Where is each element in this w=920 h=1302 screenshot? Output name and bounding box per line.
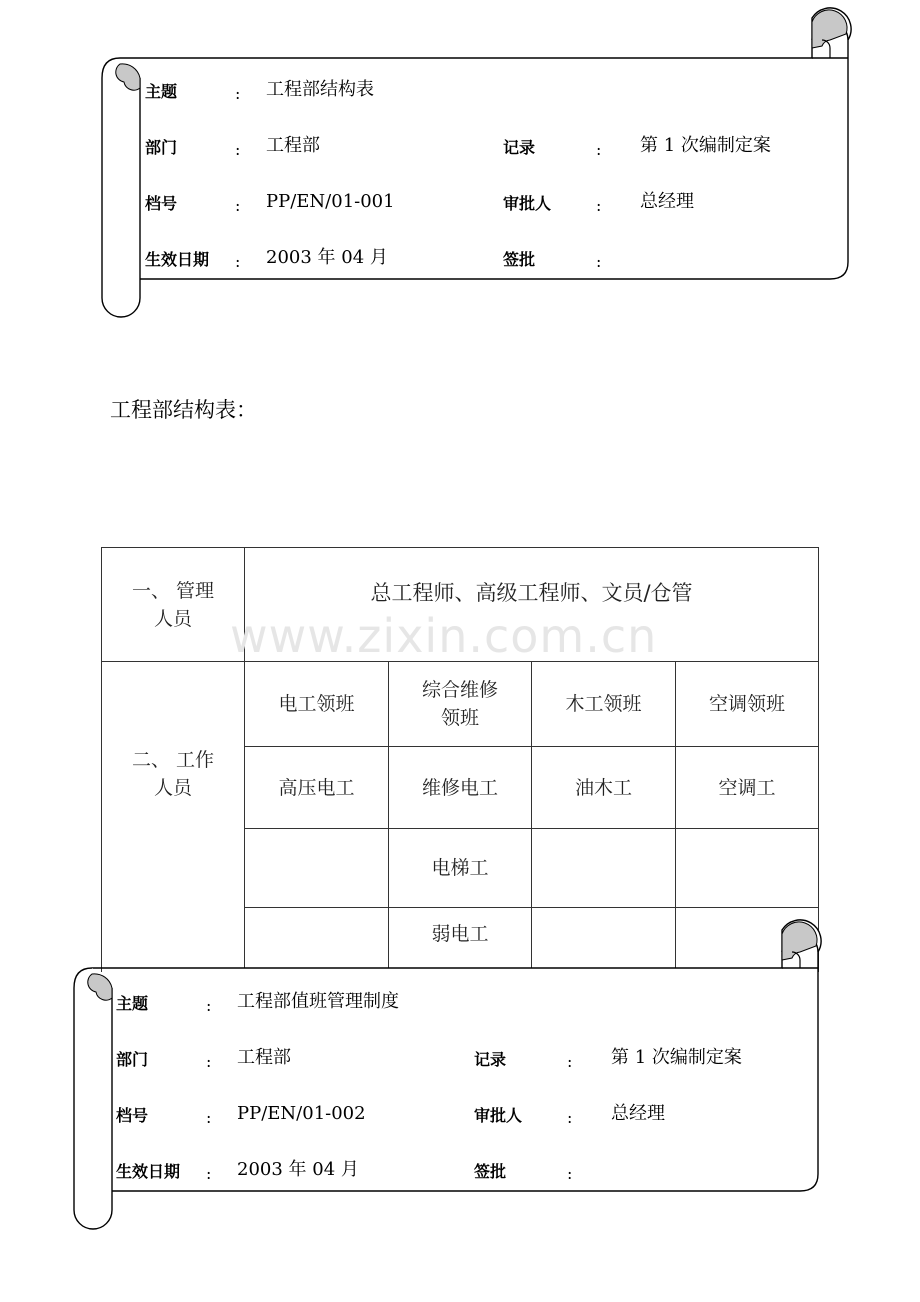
record-value-2: 第 1 次编制定案 [611,1047,742,1068]
sign-colon: : [596,252,602,271]
dept-value-2: 工程部 [237,1047,291,1068]
file-no-colon: : [235,196,241,215]
grid-cell-text: 电工领班 [278,693,355,715]
row1-header-cell [102,548,244,661]
grid-cell-r2-c1 [389,829,531,907]
scroll-frame-2 [0,912,920,1242]
effective-date-colon: : [235,252,241,271]
grid-cell-text: 综合维修 领班 [421,679,498,729]
grid-cell-text: 木工领班 [565,693,642,715]
sign-label: 签批 [503,250,536,269]
document-header-scroll-2 [0,912,920,1242]
dept-label: 部门 [145,138,178,157]
grid-cell-text: 弱电工 [431,923,489,945]
table-border-right [818,547,819,972]
grid-cell-text: 维修电工 [421,776,498,799]
watermark-text: www.zixin.com.cn [230,609,658,663]
grid-cell-r1-c1 [389,747,531,828]
subject-colon: : [235,84,241,103]
subject-colon-2: : [206,996,212,1015]
grid-cell-text: 油木工 [574,776,632,799]
record-label-2: 记录 [474,1050,507,1069]
grid-cell-r0-c0 [245,662,388,746]
grid-cell-r0-c3 [676,662,818,746]
subject-value-2: 工程部值班管理制度 [237,991,399,1012]
management-staff-text: 总工程师、高级工程师、文员/仓管 [370,581,693,605]
dept-colon: : [235,140,241,159]
grid-cell-text: 空调工 [718,776,776,799]
grid-cell-r0-c2 [532,662,675,746]
approver-label: 审批人 [503,194,552,213]
subject-label-2: 主题 [116,994,149,1013]
grid-cell-r1-c3 [676,747,818,828]
grid-cell-text: 电梯工 [431,857,489,879]
effective-date-colon-2: : [206,1164,212,1183]
effective-date-value-2: 2003 年 04 月 [237,1159,359,1180]
table-grid-row-line-3 [244,907,819,908]
effective-date-label-2: 生效日期 [116,1162,181,1181]
grid-cell-r1-c0 [245,747,388,828]
section-title: 工程部结构表： [110,398,257,422]
file-no-colon-2: : [206,1108,212,1127]
file-no-label-2: 档号 [116,1106,149,1125]
file-no-value-2: PP/EN/01-002 [237,1103,366,1124]
file-no-value: PP/EN/01-001 [266,191,395,212]
dept-value: 工程部 [266,135,320,156]
row1-header-line2: 人员 [153,607,192,630]
approver-value-2: 总经理 [611,1103,665,1124]
table-grid-row-line-2 [244,828,819,829]
effective-date-value: 2003 年 04 月 [266,247,388,268]
approver-value: 总经理 [640,191,694,212]
row1-header-line1: 一、 管理 [131,579,215,602]
approver-colon: : [596,196,602,215]
grid-cell-text: 空调领班 [708,693,785,715]
record-value: 第 1 次编制定案 [640,135,771,156]
effective-date-label: 生效日期 [145,250,210,269]
dept-colon-2: : [206,1052,212,1071]
row2-header-line2: 人员 [153,777,192,799]
sign-colon-2: : [567,1164,573,1183]
dept-label-2: 部门 [116,1050,149,1069]
grid-cell-r0-c1 [389,676,531,746]
record-colon: : [596,140,602,159]
subject-value: 工程部结构表 [266,79,374,100]
row1-content-cell [245,548,818,638]
grid-cell-r1-c2 [532,747,675,828]
row2-header-cell [102,744,244,804]
file-no-label: 档号 [145,194,178,213]
row2-header-line1: 二、 工作 [131,749,215,771]
subject-label: 主题 [145,82,178,101]
approver-label-2: 审批人 [474,1106,523,1125]
grid-cell-text: 高压电工 [278,776,355,799]
sign-label-2: 签批 [474,1162,507,1181]
record-label: 记录 [503,138,536,157]
record-colon-2: : [567,1052,573,1071]
approver-colon-2: : [567,1108,573,1127]
